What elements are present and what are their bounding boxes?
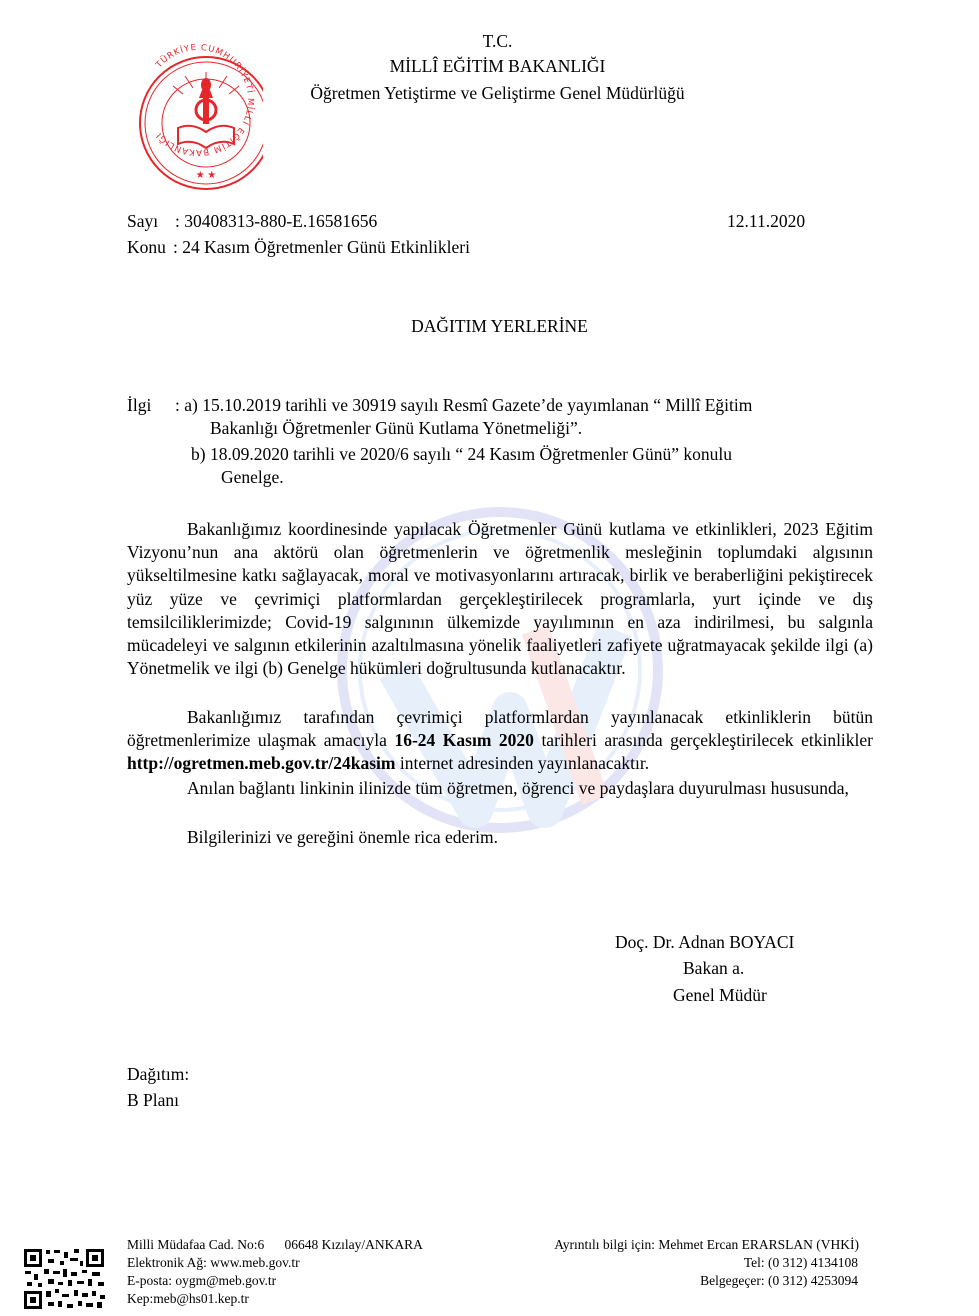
distribution-label: Dağıtım: xyxy=(127,1064,190,1084)
sayi-label: Sayı xyxy=(127,211,159,231)
header-ministry: MİLLÎ EĞİTİM BAKANLIĞI xyxy=(389,56,606,76)
signatory-title: Genel Müdür xyxy=(673,985,767,1005)
footer-address: Milli Müdafaa Cad. No:6 06648 Kızılay/ANKARA xyxy=(127,1237,423,1252)
footer-web: Elektronik Ağ: www.meb.gov.tr xyxy=(127,1255,300,1270)
body-paragraph-1: Bakanlığımız koordinesinde yapılacak Öğretmenler Günü kutlama ve etkinlikleri, 2023 Eğitim Vizyonu’nun ana aktörü olan öğretmenlerin ve öğretmenlik mesleğinin toplumdaki algısının yükseltilmesine katkı sağlayacak, moral ve motivasyonlarını artıracak, birlik ve beraberliğini pekiştirecek yüz yüze ve çevrimiçi platformlardan gerçekleştirilecek programlarla, yurt içinde ve dış temsilciliklerimizde; Covid-19 salgınının ülkemizde yayılımının en aza indirilmesi, bu salgınla mücadeleyi ve salgının etkilerinin azaltılmasına yönelik faaliyetleri zafiyete uğratmayacak şekilde ilgi (a) Yönetmelik ve ilgi (b) Genelge hükümleri doğrultusunda kutlanacaktır. xyxy=(127,519,873,679)
konu-label: Konu xyxy=(127,237,166,257)
header-directorate: Öğretmen Yetiştirme ve Geliştirme Genel Müdürlüğü xyxy=(310,83,685,103)
signatory-deputy: Bakan a. xyxy=(683,958,745,978)
seal-ring-text: TÜRKİYE CUMHURİYETİ MİLLÎ EĞİTİM BAKANLIĞI xyxy=(154,42,256,158)
header-tc: T.C. xyxy=(482,31,513,51)
ilgi-label: İlgi xyxy=(127,395,152,415)
body-paragraph-4: Bilgilerinizi ve gereğini önemle rica ederim. xyxy=(187,827,498,847)
date-range: 16-24 Kasım 2020 xyxy=(394,730,534,751)
footer-email: E-posta: oygm@meb.gov.tr xyxy=(127,1273,277,1288)
footer-tel: Tel: (0 312) 4134108 xyxy=(743,1255,858,1270)
ilgi-a-line1: : a) 15.10.2019 tarihli ve 30919 sayılı Resmî Gazete’de yayımlanan “ Millî Eğitim xyxy=(175,395,753,415)
sayi-value: : 30408313-880-E.16581656 xyxy=(175,211,378,231)
document-date: 12.11.2020 xyxy=(727,211,806,231)
body-paragraph-2: Bakanlığımız tarafından çevrimiçi platformlardan yayınlanacak etkinliklerin bütün öğretmenlerimize ulaşmak amacıyla 16-24 Kasım 2020 tarihleri arasında gerçekleştirilecek etkinlikler http://ogretmen.meb.gov.tr/24kasim internet adresinden yayınlanacaktır. xyxy=(127,707,873,774)
footer-contact: Ayrıntılı bilgi için: Mehmet Ercan ERARSLAN (VHKİ) xyxy=(554,1237,859,1252)
ministry-seal xyxy=(133,28,263,198)
qr-code xyxy=(22,1247,108,1311)
recipient-heading: DAĞITIM YERLERİNE xyxy=(411,316,588,336)
signatory-name: Doç. Dr. Adnan BOYACI xyxy=(615,932,795,952)
footer-kep: Kep:meb@hs01.kep.tr xyxy=(127,1291,249,1306)
ilgi-b-line1: b) 18.09.2020 tarihli ve 2020/6 sayılı “ 24 Kasım Öğretmenler Günü” konulu xyxy=(191,444,732,464)
konu-value: : 24 Kasım Öğretmenler Günü Etkinlikleri xyxy=(173,237,470,257)
distribution-value: B Planı xyxy=(127,1090,180,1110)
ilgi-b-line2: Genelge. xyxy=(221,467,284,487)
svg-text:★ ★: ★ ★ xyxy=(195,170,217,181)
ilgi-a-line2: Bakanlığı Öğretmenler Günü Kutlama Yönetmeliği”. xyxy=(210,418,583,438)
footer-fax: Belgegeçer: (0 312) 4253094 xyxy=(700,1273,858,1288)
event-link: http://ogretmen.meb.gov.tr/24kasim xyxy=(127,753,396,774)
body-paragraph-3: Anılan bağlantı linkinin ilinizde tüm öğretmen, öğrenci ve paydaşlara duyurulması hususunda, xyxy=(187,778,849,798)
